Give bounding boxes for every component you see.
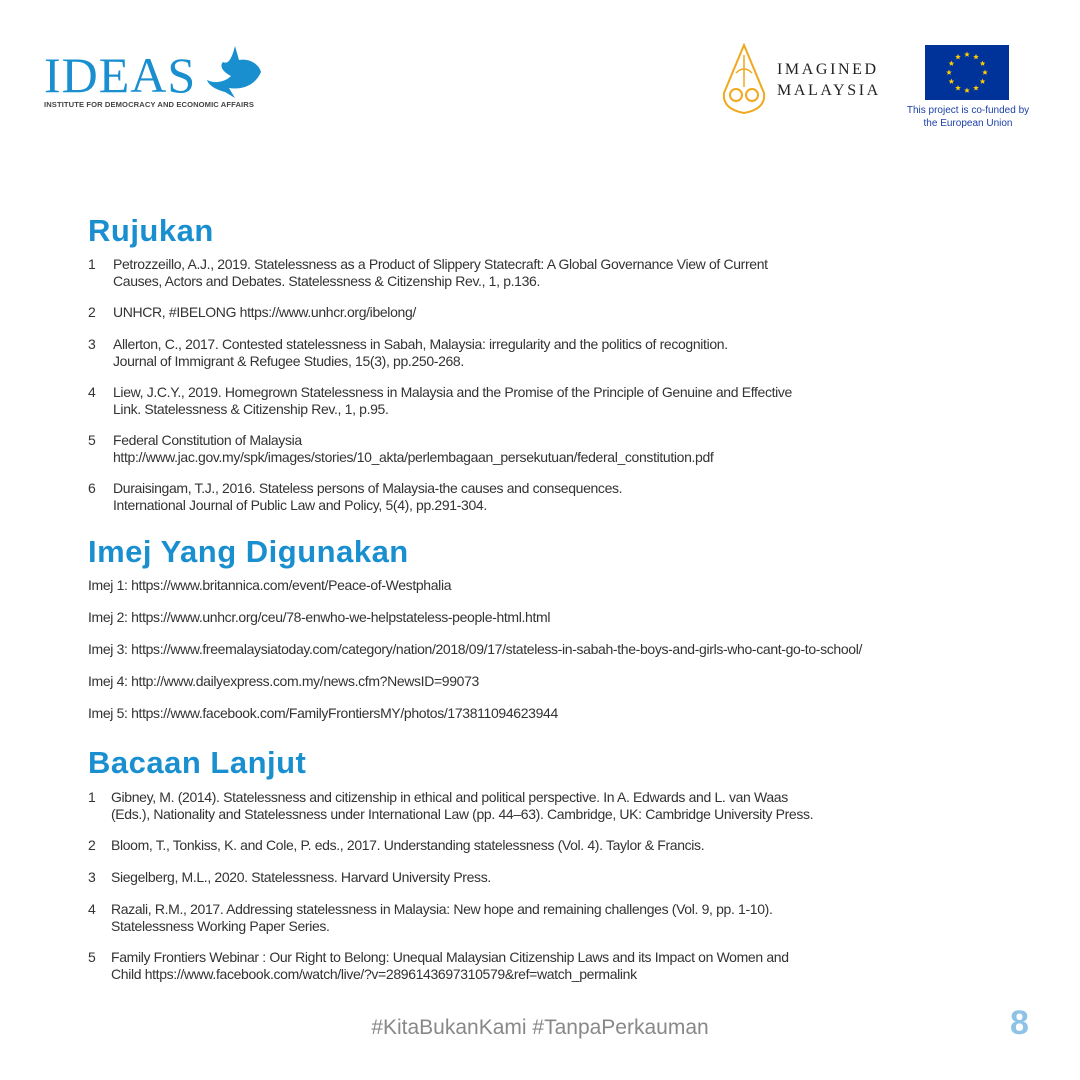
- reference-text: [113, 256, 768, 290]
- reference-line: (Eds.), Nationality and Statelessness under International Law (pp. 44–63). Cambridge, UK: Cambridge University Press.: [111, 806, 814, 822]
- reference-line: Liew, J.C.Y., 2019. Homegrown Statelessness in Malaysia and the Promise of the Principle of Genuine and Effective: [113, 384, 792, 400]
- eu-star-icon: [973, 54, 979, 59]
- reference-text: [113, 432, 713, 466]
- reference-number: 2: [88, 837, 96, 853]
- reference-number: 1: [88, 256, 96, 272]
- reference-number: 3: [88, 336, 96, 352]
- reference-number: 5: [88, 949, 96, 965]
- ideas-subtitle: INSTITUTE FOR DEMOCRACY AND ECONOMIC AFFAIRS: [44, 100, 254, 109]
- reference-text: [111, 949, 789, 983]
- rujukan-heading: Rujukan: [88, 213, 214, 248]
- imagined-malaysia-emblem-icon: [720, 43, 768, 115]
- eu-flag: [925, 45, 1009, 100]
- ideas-bird-icon: [205, 42, 263, 104]
- reference-number: 3: [88, 869, 96, 885]
- reference-line: Journal of Immigrant & Refugee Studies, 15(3), pp.250-268.: [113, 353, 464, 369]
- eu-star-icon: [949, 79, 955, 84]
- reference-line: Child https://www.facebook.com/watch/live/?v=2896143697310579&ref=watch_permalink: [111, 966, 637, 982]
- page-number: 8: [1010, 1004, 1029, 1042]
- eu-star-icon: [982, 70, 988, 75]
- eu-stars-icon: [925, 45, 1009, 100]
- eu-caption-line1: This project is co-funded by: [906, 105, 1030, 116]
- image-credit-item: Imej 2: https://www.unhcr.org/ceu/78-enwho-we-helpstateless-people-html.html: [88, 609, 551, 625]
- reference-text: [111, 837, 704, 854]
- eu-star-icon: [973, 85, 979, 90]
- reference-line: Link. Statelessness & Citizenship Rev., 1, p.95.: [113, 401, 389, 417]
- reference-number: 4: [88, 901, 96, 917]
- reference-line: Petrozzeillo, A.J., 2019. Statelessness as a Product of Slippery Statecraft: A Global Governance View of Current: [113, 256, 768, 272]
- eu-star-icon: [949, 61, 955, 66]
- reference-number: 1: [88, 789, 96, 805]
- reference-number: 6: [88, 480, 96, 496]
- malaysia-text: MALAYSIA: [777, 82, 881, 99]
- hashtags: #KitaBukanKami #TanpaPerkauman: [371, 1016, 709, 1039]
- reference-number: 2: [88, 304, 96, 320]
- reference-line: Duraisingam, T.J., 2016. Stateless persons of Malaysia-the causes and consequences.: [113, 480, 623, 496]
- reference-text: [111, 789, 813, 823]
- reference-line: Family Frontiers Webinar : Our Right to Belong: Unequal Malaysian Citizenship Laws and its Impact on Women and: [111, 949, 789, 965]
- reference-line: Gibney, M. (2014). Statelessness and citizenship in ethical and political perspective. In A. Edwards and L. van Waas: [111, 789, 788, 805]
- image-credit-item: Imej 5: https://www.facebook.com/FamilyFrontiersMY/photos/173811094623944: [88, 705, 558, 721]
- image-credit-item: Imej 3: https://www.freemalaysiatoday.com/category/nation/2018/09/17/stateless-in-sabah-the-boys-and-girls-who-cant-go-to-school/: [88, 641, 862, 657]
- reference-number: 5: [88, 432, 96, 448]
- reference-number: 4: [88, 384, 96, 400]
- eu-star-icon: [946, 70, 952, 75]
- eu-star-icon: [964, 88, 970, 93]
- eu-caption-line2: the European Union: [923, 118, 1013, 129]
- reference-line: Federal Constitution of Malaysia: [113, 432, 302, 448]
- reference-line: Bloom, T., Tonkiss, K. and Cole, P. eds., 2017. Understanding statelessness (Vol. 4). Taylor & Francis.: [111, 837, 705, 853]
- reference-line: Siegelberg, M.L., 2020. Statelessness. Harvard University Press.: [111, 869, 491, 885]
- ideas-logo: IDEAS: [44, 47, 197, 103]
- reference-line: Causes, Actors and Debates. Statelessness & Citizenship Rev., 1, p.136.: [113, 273, 541, 289]
- reference-line: Statelessness Working Paper Series.: [111, 918, 330, 934]
- reference-text: [113, 336, 728, 370]
- image-credit-item: Imej 1: https://www.britannica.com/event/Peace-of-Westphalia: [88, 577, 452, 593]
- eu-star-icon: [955, 54, 961, 59]
- reference-text: [113, 384, 792, 418]
- eu-star-icon: [955, 85, 961, 90]
- eu-star-icon: [964, 52, 970, 57]
- reference-text: [113, 304, 416, 321]
- reference-text: [111, 869, 491, 886]
- reference-line: UNHCR, #IBELONG https://www.unhcr.org/ibelong/: [113, 304, 416, 320]
- reference-line: http://www.jac.gov.my/spk/images/stories/10_akta/perlembagaan_persekutuan/federal_constitution.pdf: [113, 449, 714, 465]
- reference-text: [111, 901, 773, 935]
- image-credit-item: Imej 4: http://www.dailyexpress.com.my/news.cfm?NewsID=99073: [88, 673, 479, 689]
- reference-line: Razali, R.M., 2017. Addressing statelessness in Malaysia: New hope and remaining challenges (Vol. 9, pp. 1-10).: [111, 901, 773, 917]
- reference-text: [113, 480, 622, 514]
- eu-star-icon: [980, 79, 986, 84]
- reference-line: Allerton, C., 2017. Contested statelessness in Sabah, Malaysia: irregularity and the politics of recognition.: [113, 336, 728, 352]
- reference-line: International Journal of Public Law and Policy, 5(4), pp.291-304.: [113, 497, 487, 513]
- eu-caption: [893, 104, 1043, 130]
- imej-heading: Imej Yang Digunakan: [88, 534, 409, 569]
- bacaan-heading: Bacaan Lanjut: [88, 745, 307, 780]
- imagined-text: IMAGINED: [777, 61, 879, 78]
- eu-star-icon: [980, 61, 986, 66]
